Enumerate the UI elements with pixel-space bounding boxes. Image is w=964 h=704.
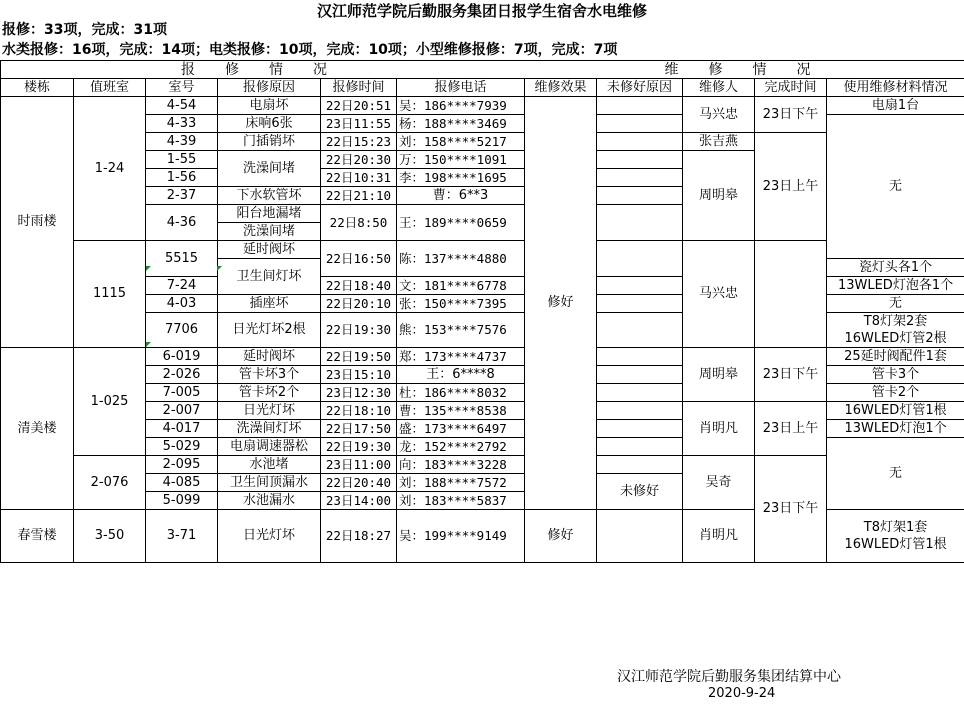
time-cell: 22日15:23 [321,133,397,151]
room-cell: 6-019 [146,348,218,366]
time-cell: 23日15:10 [321,366,397,384]
duty-cell: 1-24 [74,97,146,241]
room-cell: 4-017 [146,420,218,438]
phone-cell: 曹：6**3 [397,187,525,205]
material-cell: 管卡3个 [827,366,964,384]
section-report: 报修情况 [1,61,525,79]
unfixed-cell [597,384,683,402]
room-cell: 3-71 [146,510,218,563]
unfixed-cell [597,313,683,348]
done-cell [755,241,827,348]
time-cell: 22日20:10 [321,295,397,313]
worker-cell: 马兴忠 [683,241,755,348]
worker-cell: 张吉燕 [683,133,755,151]
phone-cell: 李：198****1695 [397,169,525,187]
phone-cell: 万：150****1091 [397,151,525,169]
material-cell: 瓷灯头各1个 [827,259,964,277]
room-cell: 7-24 [146,277,218,295]
room-cell: 7-005 [146,384,218,402]
phone-cell: 张：150****7395 [397,295,525,313]
material-cell [827,510,964,563]
unfixed-cell [597,402,683,420]
material-line: T8灯架2套 [863,314,928,329]
room-cell: 5-029 [146,438,218,456]
material-cell: 25延时阀配件1套 [827,348,964,366]
phone-cell: 熊：153****7576 [397,313,525,348]
phone-cell: 陈：137****4880 [397,241,525,277]
time-cell: 23日14:00 [321,492,397,510]
material-cell: 无 [827,295,964,313]
header-reason: 报修原因 [218,79,321,97]
reason-cell: 下水软管坏 [218,187,321,205]
material-cell: 16WLED灯管1根 [827,402,964,420]
phone-cell: 刘：188****7572 [397,474,525,492]
room-cell: 4-39 [146,133,218,151]
room-cell: 1-55 [146,151,218,169]
time-cell: 22日19:30 [321,313,397,348]
summary-total: 报修：33项，完成：31项 [2,22,167,38]
cell-comment-marker [217,266,222,271]
phone-cell: 文：181****6778 [397,277,525,295]
phone-cell: 吴：186****7939 [397,97,525,115]
room-cell: 5515 [146,241,218,277]
room-cell: 4-33 [146,115,218,133]
table-row [1,133,964,151]
unfixed-cell [597,295,683,313]
footer-org: 汉江师范学院后勤服务集团结算中心 [617,669,841,685]
reason-cell: 日光灯坏 [218,402,321,420]
phone-cell: 杨：188****3469 [397,115,525,133]
time-cell: 22日17:50 [321,420,397,438]
reason-cell: 电扇坏 [218,97,321,115]
building-cell: 春雪楼 [1,510,74,563]
time-cell: 22日10:31 [321,169,397,187]
phone-cell: 向：183****3228 [397,456,525,474]
reason-cell: 管卡坏3个 [218,366,321,384]
reason-cell: 延时阀坏 [218,348,321,366]
header-building: 楼栋 [1,79,74,97]
material-cell [827,313,964,348]
material-line: 16WLED灯管1根 [844,537,947,552]
worker-cell: 吴奇 [683,456,755,510]
time-cell: 23日12:30 [321,384,397,402]
reason-cell: 阳台地漏堵 [218,205,321,223]
summary-breakdown: 水类报修：16项，完成：14项；电类报修：10项，完成：10项；小型维修报修：7项，完成：7项 [2,42,618,58]
reason-cell: 卫生间灯坏 [218,259,321,295]
time-cell: 23日11:00 [321,456,397,474]
phone-cell: 王：6****8 [397,366,525,384]
reason-cell: 插座坏 [218,295,321,313]
room-cell: 4-085 [146,474,218,492]
footer-date: 2020-9-24 [708,686,776,701]
room-cell: 4-36 [146,205,218,241]
unfixed-cell [597,456,683,474]
worker-cell: 周明皋 [683,348,755,402]
time-cell: 22日20:40 [321,474,397,492]
time-cell: 22日18:40 [321,277,397,295]
reason-cell: 门插销坏 [218,133,321,151]
time-cell: 23日11:55 [321,115,397,133]
table-row [1,456,964,474]
building-cell: 时雨楼 [1,97,74,348]
material-cell: 电扇1台 [827,97,964,115]
phone-cell: 郑：173****4737 [397,348,525,366]
unfixed-cell [597,187,683,205]
reason-cell: 床响6张 [218,115,321,133]
material-cell: 管卡2个 [827,384,964,402]
header-phone: 报修电话 [397,79,525,97]
room-cell: 7706 [146,313,218,348]
unfixed-cell [597,133,683,151]
section-repair: 维修情况 [525,61,964,79]
reason-cell: 管卡坏2个 [218,384,321,402]
unfixed-cell [597,205,683,241]
building-cell: 清美楼 [1,348,74,510]
unfixed-cell [597,169,683,187]
phone-cell: 刘：183****5837 [397,492,525,510]
page-title: 汉江师范学院后勤服务集团日报学生宿舍水电维修 [316,2,647,20]
done-cell: 23日上午 [755,133,827,241]
material-cell: 无 [827,438,964,510]
phone-cell: 王：189****0659 [397,205,525,241]
duty-cell: 1115 [74,241,146,348]
unfixed-cell [597,438,683,456]
done-cell: 23日下午 [755,97,827,133]
unfixed-cell [597,277,683,295]
phone-cell: 曹：135****8538 [397,402,525,420]
phone-cell: 龙：152****2792 [397,438,525,456]
unfixed-cell [597,348,683,366]
duty-cell: 2-076 [74,456,146,510]
phone-cell: 刘：158****5217 [397,133,525,151]
reason-cell: 延时阀坏 [218,241,321,259]
unfixed-cell [597,115,683,133]
time-cell: 22日18:27 [321,510,397,563]
reason-cell: 水池漏水 [218,492,321,510]
time-cell: 22日8:50 [321,205,397,241]
room-cell: 2-026 [146,366,218,384]
time-cell: 22日19:50 [321,348,397,366]
phone-cell: 盛：173****6497 [397,420,525,438]
done-cell: 23日下午 [755,456,827,563]
unfixed-cell [597,151,683,169]
header-unfixed: 未修好原因 [597,79,683,97]
room-cell: 2-095 [146,456,218,474]
section-header-row [1,61,964,79]
time-cell: 22日20:30 [321,151,397,169]
done-cell: 23日下午 [755,348,827,402]
table-row [1,402,964,420]
column-header-row [1,79,964,97]
table-row [1,241,964,259]
header-done: 完成时间 [755,79,827,97]
room-cell: 2-007 [146,402,218,420]
room-cell: 2-37 [146,187,218,205]
material-cell: 13WLED灯泡各1个 [827,277,964,295]
unfixed-cell [597,510,683,563]
worker-cell: 马兴忠 [683,97,755,133]
unfixed-cell [597,366,683,384]
time-cell: 22日16:50 [321,241,397,277]
header-material: 使用维修材料情况 [827,79,964,97]
table-row [1,348,964,366]
duty-cell: 3-50 [74,510,146,563]
time-cell: 22日18:10 [321,402,397,420]
unfixed-cell [597,241,683,277]
room-cell: 5-099 [146,492,218,510]
unfixed-cell [597,97,683,115]
repair-table [0,60,964,563]
header-room: 室号 [146,79,218,97]
cell-comment-marker [146,342,151,347]
phone-cell: 吴：199****9149 [397,510,525,563]
reason-cell: 日光灯坏2根 [218,313,321,348]
material-line: 16WLED灯管2根 [844,331,947,346]
material-cell: 13WLED灯泡1个 [827,420,964,438]
reason-cell: 洗澡间灯坏 [218,420,321,438]
room-cell: 1-56 [146,169,218,187]
cell-comment-marker [146,266,151,271]
phone-cell: 杜：186****8032 [397,384,525,402]
reason-cell: 卫生间顶漏水 [218,474,321,492]
reason-cell: 洗澡间堵 [218,151,321,187]
effect-cell: 修好 [525,97,597,510]
worker-cell: 肖明凡 [683,402,755,456]
reason-cell: 日光灯坏 [218,510,321,563]
unfixed-cell [597,420,683,438]
worker-cell: 周明皋 [683,151,755,241]
duty-cell: 1-025 [74,348,146,456]
room-cell: 4-54 [146,97,218,115]
worker-cell: 肖明凡 [683,510,755,563]
room-cell: 4-03 [146,295,218,313]
effect-cell: 修好 [525,510,597,563]
table-row [1,97,964,115]
material-cell: 无 [827,115,964,259]
header-worker: 维修人 [683,79,755,97]
header-effect: 维修效果 [525,79,597,97]
time-cell: 22日21:10 [321,187,397,205]
time-cell: 22日20:51 [321,97,397,115]
header-time: 报修时间 [321,79,397,97]
reason-cell: 水池堵 [218,456,321,474]
reason-cell: 电扇调速器松 [218,438,321,456]
material-line: T8灯架1套 [863,520,928,535]
done-cell: 23日上午 [755,402,827,456]
time-cell: 22日19:30 [321,438,397,456]
reason-cell: 洗澡间堵 [218,223,321,241]
header-duty: 值班室 [74,79,146,97]
effect-cell: 未修好 [597,474,683,510]
